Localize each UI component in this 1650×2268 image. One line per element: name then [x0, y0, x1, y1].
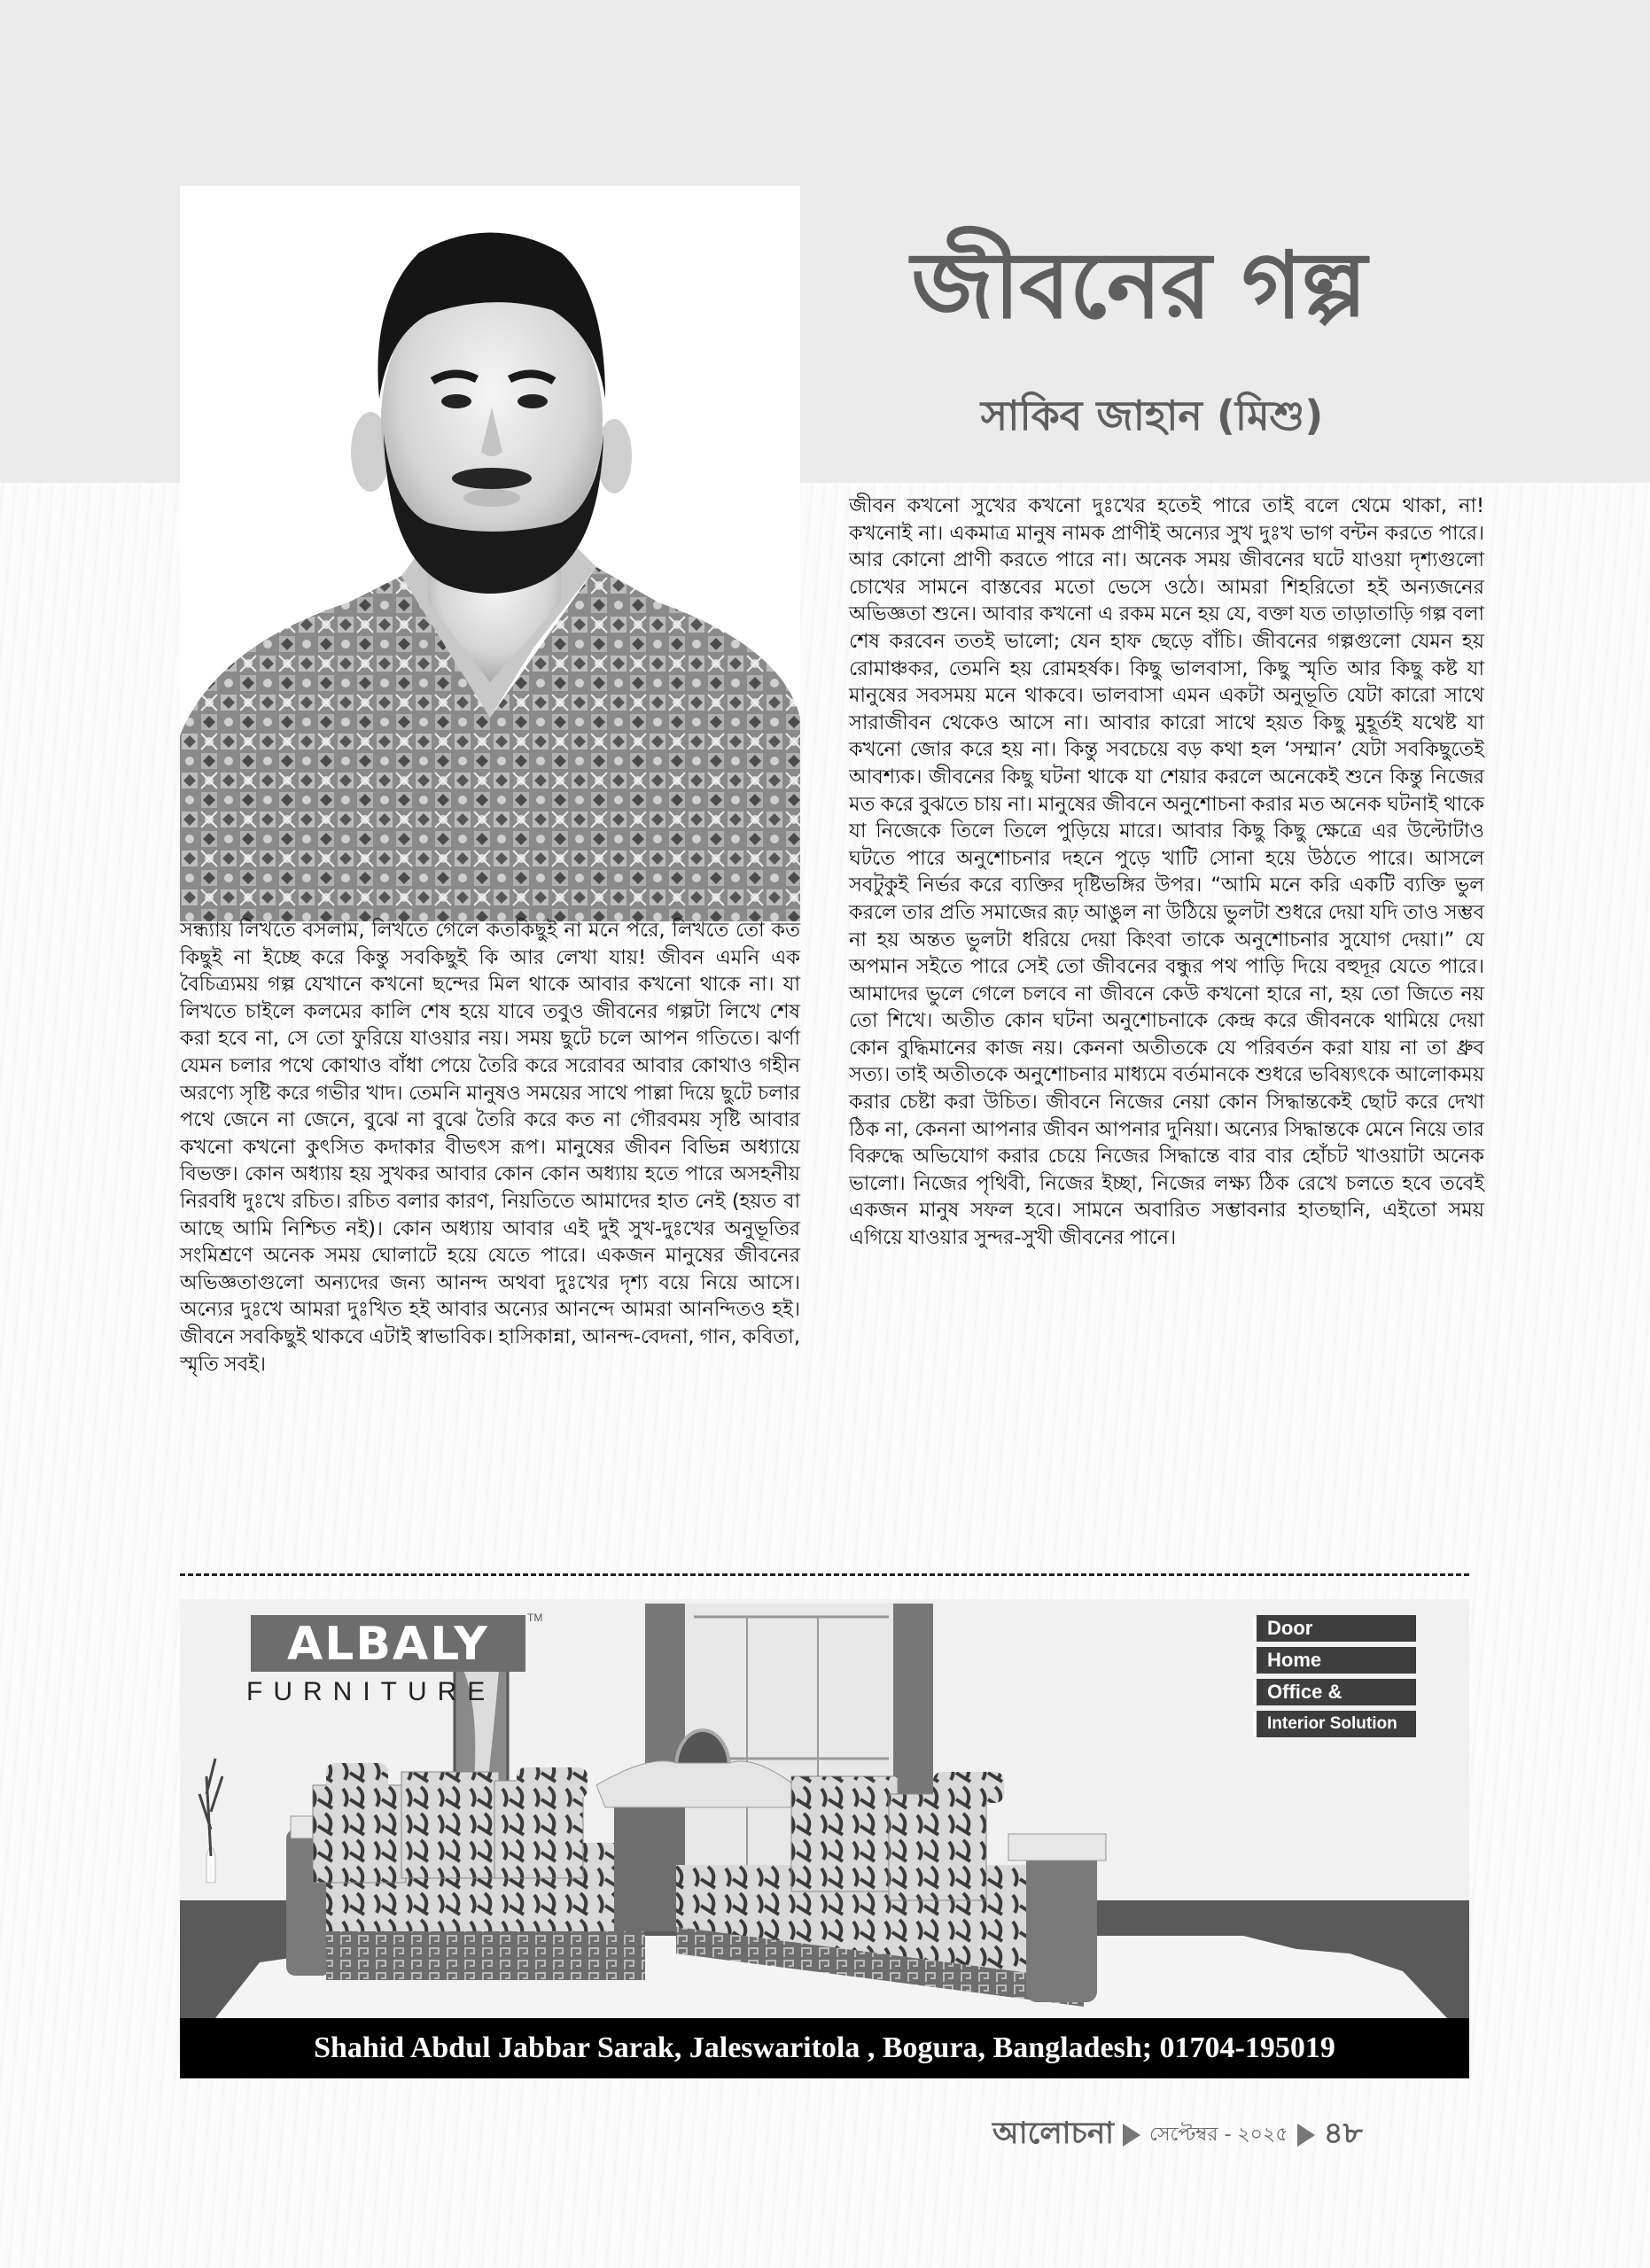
trademark-mark: TM — [527, 1612, 543, 1624]
author-portrait-icon — [180, 186, 800, 921]
author-photo — [180, 186, 800, 921]
body-paragraph: জীবন কখনো সুখের কখনো দুঃখের হতেই পারে তাই বলে থেমে থাকা, না! কখনোই না। একমাত্র মানুষ নামক প্রাণীই অন্যের সুখ দুঃখ ভাগ বন্টন করতে পারে। আর কোনো প্রাণী করতে পারে না। অনেক সময় জীবনের ঘটে যাওয়া দৃশ্যগুলো চোখের সামনে বাস্তবের মতো ভেসে ওঠে। আমরা শিহরিতো হই অন্যজনের অভিজ্ঞতা শুনে। আবার কখনো এ রকম মনে হয় যে, বক্তা যত তাড়াতাড়ি গল্প বলা শেষ করবেন ততই ভালো; যেন হাফ ছেড়ে বাঁচি। জীবনের গল্পগুলো যেমন হয় রোমাঞ্চকর, তেমনি হয় রোমহর্ষক। কিছু ভালবাসা, কিছু স্মৃতি আর কিছু কষ্ট যা মানুষের সবসময় মনে থাকবে। ভালবাসা এমন একটা অনুভূতি যেটা কারো সাথে সারাজীবন থেকেও আসে না। আবার কারো সাথে হয়ত কিছু মুহূর্তই যথেষ্ট যা কখনো জোর করে হয় না। কিন্তু সবচেয়ে বড় কথা হল ‘সম্মান’ যেটা সবকিছুতেই আবশ্যক। জীবনের কিছু ঘটনা থাকে যা শেয়ার করলে অনেকেই শুনে কিন্তু নিজের মত করে বুঝতে চায় না। মানুষের জীবনে অনুশোচনা করার মত অনেক ঘটনাই থাকে যা নিজেকে তিলে তিলে পুড়িয়ে মারে। আবার কিছু কিছু ক্ষেত্রে এর উল্টোটাও ঘটতে পারে অনুশোচনার দহনে পুড়ে খাটি সোনা হয়ে উঠতে পারে। আসলে সবটুকুই নির্ভর করে ব্যক্তির দৃষ্টিভঙ্গির উপর। “আমি মনে করি একটি ব্যক্তি ভুল করলে তার প্রতি সমাজের রূঢ় আঙুল না উঠিয়ে ভুলটা শুধরে দেয়া যদি তাও সম্ভব না হয় অন্তত ভুলটা ধরিয়ে দেয়া কিংবা তাকে অনুশোচনার সুযোগ দেয়া।” যে অপমান সইতে পারে সেই তো জীবনের বন্ধুর পথ পাড়ি দিয়ে বহুদূর যেতে পারে। আমাদের ভুলে গেলে চলবে না জীবনে কেউ কখনো হারে না, হয় তো জিতে নয় তো শিখে। অতীত কোন ঘটনা অনুশোচনাকে কেন্দ্র করে জীবনকে থামিয়ে দেয়া কোন বুদ্ধিমানের কাজ নয়। কেননা অতীতকে যে পরিবর্তন করা যায় না তা ধ্রুব সত্য। তাই অতীতকে অনুশোচনার মাধ্যমে বর্তমানকে শুধরে ভবিষ্যৎকে আলোকময় করার চেষ্টা করা উচিত। জীবনে নিজের নেয়া কোন সিদ্ধান্তকেই ছোট করে দেখা ঠিক না, কেননা আপনার জীবন আপনার দুনিয়া। অন্যের সিদ্ধান্তকে মেনে নিয়ে তার বিরুদ্ধে অভিযোগ করার চেয়ে নিজের সিদ্ধান্তে বার বার হোঁচট খাওয়াটা অনেক ভালো। নিজের পৃথিবী, নিজের ইচ্ছা, নিজের লক্ষ্য ঠিক রেখে চলতে হবে তবেই একজন মানুষ সফল হবে। সামনে অবারিত সম্ভাবনার হাতছানি, এইতো সময় এগিয়ে যাওয়ার সুন্দর-সুখী জীবনের পানে। — [849, 494, 1484, 1250]
service-tag: Home — [1257, 1647, 1416, 1674]
article-title: জীবনের গল্প — [911, 231, 1366, 339]
service-tag: Office & — [1257, 1679, 1416, 1705]
body-paragraph: সন্ধ্যায় লিখতে বসলাম, লিখতে গেলে কতকিছুই না মনে পরে, লিখতে তো কত কিছুই না ইচ্ছে করে কিন্তু সবকিছুই কি আর লেখা যায়! জীবন এমনি এক বৈচিত্র্যময় গল্প যেখানে কখনো ছন্দের মিল থাকে আবার কখনো থাকে না। যা লিখতে চাইলে কলমের কালি শেষ হয়ে যাবে তবুও জীবনের গল্পটা লিখে শেষ করা হবে না, সে তো ফুরিয়ে যাওয়ার নয়। সময় ছুটে চলে আপন গতিতে। ঝর্ণা যেমন চলার পথে কোথাও বাঁধা পেয়ে তৈরি করে সরোবর আবার কোথাও গহীন অরণ্যে সৃষ্টি করে গভীর খাদ। তেমনি মানুষও সময়ের সাথে পাল্লা দিয়ে ছুটে চলার পথে জেনে না জেনে, বুঝে না বুঝে তৈরি করে কত না গৌরবময় সৃষ্টি আবার কখনো কখনো কুৎসিত কদাকার বীভৎস রূপ। মানুষের জীবন বিভিন্ন অধ্যায়ে বিভক্ত। কোন অধ্যায় হয় সুখকর আবার কোন কোন অধ্যায় হতে পারে অসহনীয় নিরবধি দুঃখে রচিত। রচিত বলার কারণ, নিয়তিতে আমাদের হাত নেই (হয়ত বা আছে আমি নিশ্চিত নই)। কোন অধ্যায় আবার এই দুই সুখ-দুঃখের অনুভূতির সংমিশ্রণে অনেক সময় ঘোলাটে হয়ে যেতে পারে। একজন মানুষের জীবনের অভিজ্ঞতাগুলো অন্যদের জন্য আনন্দ অথবা দুঃখের দৃশ্য বয়ে নিয়ে আসে। অন্যের দুঃখে আমরা দুঃখিত হই আবার অন্যের আনন্দে আমরা আনন্দিতও হই। জীবনে সবকিছুই থাকবে এটাই স্বাভাবিক। হাসিকান্না, আনন্দ-বেদনা, গান, কবিতা, স্মৃতি সবই। — [180, 919, 800, 1376]
service-tags — [1257, 1615, 1416, 1743]
dashed-divider — [180, 1573, 1469, 1576]
triangle-arrow-icon — [1123, 2124, 1140, 2147]
article-body-left-column — [180, 917, 800, 1378]
furniture-advertisement — [180, 1599, 1469, 2018]
issue-date: সেপ্টেম্বর - ২০২৫ — [1149, 2123, 1288, 2146]
page-number: ৪৮ — [1323, 2115, 1363, 2151]
article-author: সাকিব জাহান (মিশু) — [980, 392, 1324, 439]
service-tag: Door — [1257, 1615, 1416, 1642]
article-body-right-column — [849, 493, 1484, 1252]
triangle-arrow-icon — [1297, 2124, 1315, 2147]
brand-subtitle: FURNITURE — [246, 1677, 496, 1706]
magazine-name: আলোচনা — [992, 2115, 1115, 2151]
brand-logo: ALBALY — [251, 1615, 525, 1672]
advertiser-address: Shahid Abdul Jabbar Sarak, Jaleswaritola , Bogura, Bangladesh; 01704-195019 — [180, 2018, 1469, 2078]
service-tag: Interior Solution — [1257, 1711, 1416, 1737]
page-footer — [992, 2113, 1363, 2157]
